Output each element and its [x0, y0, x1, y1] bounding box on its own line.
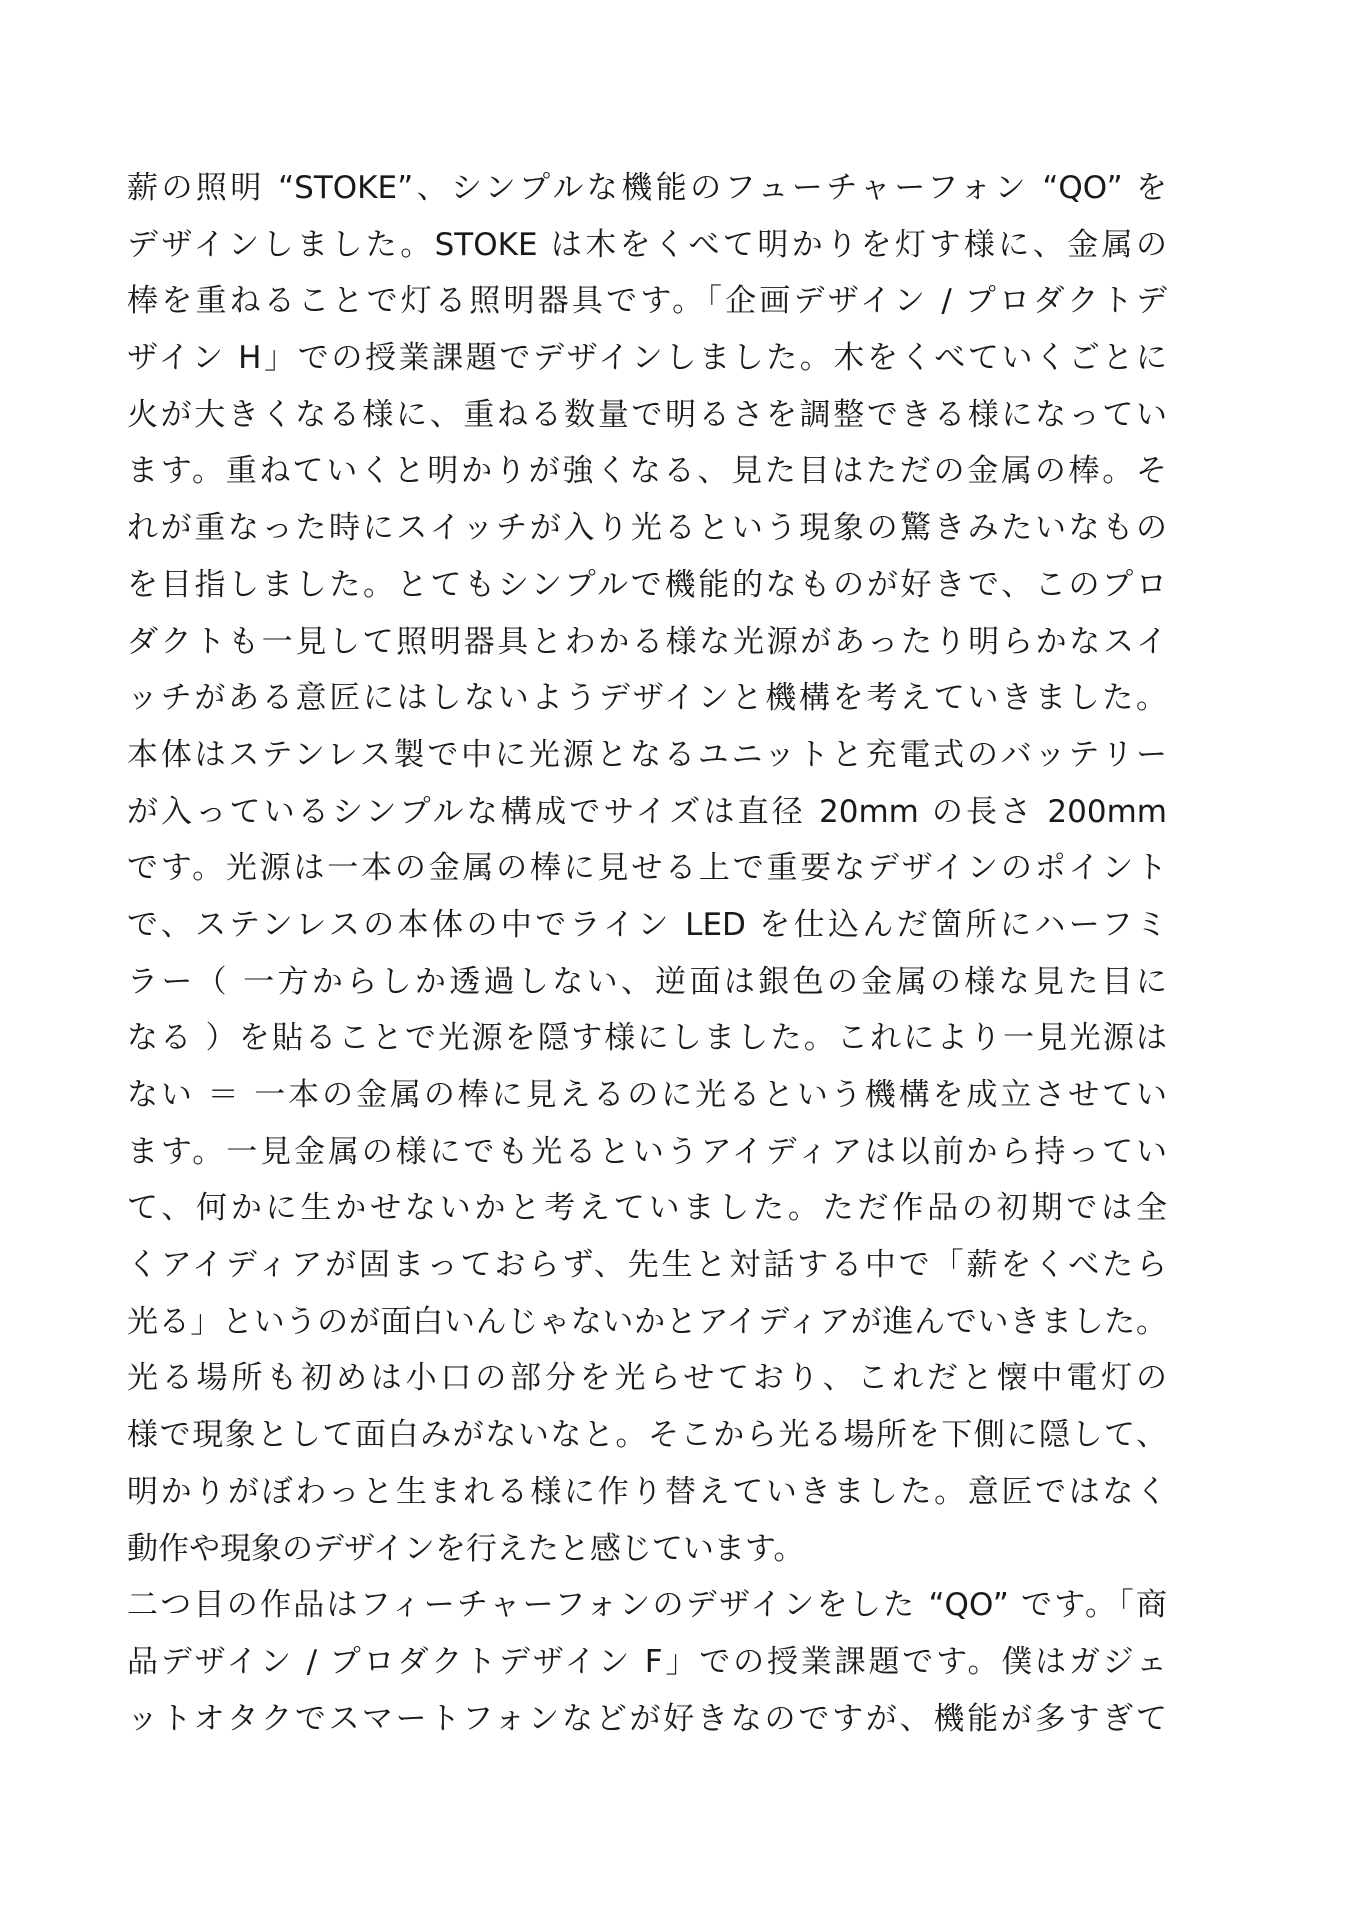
- text-line-12: が入っているシンプルな構成でサイズは直径 20mm の長さ 200mm: [127, 793, 1167, 830]
- text-line-5: 火が大きくなる様に、重ねる数量で明るさを調整できる様になってい: [127, 396, 1167, 433]
- text-line-11: 本体はステンレス製で中に光源となるユニットと充電式のバッテリー: [127, 736, 1167, 773]
- text-line-18: ます。一見金属の様にでも光るというアイディアは以前から持ってい: [127, 1133, 1167, 1170]
- text-line-19: て、何かに生かせないかと考えていました。ただ作品の初期では全: [127, 1190, 1167, 1227]
- text-line-4: ザイン H」での授業課題でデザインしました。木をくべていくごとに: [127, 340, 1167, 377]
- text-line-17: ない ＝ 一本の金属の棒に見えるのに光るという機構を成立させてい: [127, 1077, 1167, 1113]
- text-line-3: 棒を重ねることで灯る照明器具です。「企画デザイン / プロダクトデ: [127, 283, 1167, 320]
- text-line-24: 明かりがぼわっと生まれる様に作り替えていきました。意匠ではなく: [127, 1473, 1167, 1510]
- text-line-15: ラー（ 一方からしか透過しない、逆面は銀色の金属の様な見た目に: [127, 963, 1167, 1000]
- text-line-7: れが重なった時にスイッチが入り光るという現象の驚きみたいなもの: [127, 510, 1167, 547]
- text-line-10: ッチがある意匠にはしないようデザインと機構を考えていきました。: [127, 680, 1167, 717]
- text-line-2: デザインしました。STOKE は木をくべて明かりを灯す様に、金属の: [127, 226, 1167, 263]
- text-line-1: 薪の照明 “STOKE”、シンプルな機能のフューチャーフォン “QO” を: [127, 170, 1167, 206]
- text-line-25: 動作や現象のデザインを行えたと感じています。: [127, 1530, 805, 1567]
- text-line-20: くアイディアが固まっておらず、先生と対話する中で「薪をくべたら: [127, 1247, 1167, 1284]
- text-line-28: ットオタクでスマートフォンなどが好きなのですが、機能が多すぎて: [127, 1700, 1167, 1737]
- text-line-13: です。光源は一本の金属の棒に見せる上で重要なデザインのポイント: [127, 850, 1167, 887]
- text-line-21: 光る」というのが面白いんじゃないかとアイディアが進んでいきました。: [127, 1303, 1167, 1340]
- text-line-22: 光る場所も初めは小口の部分を光らせており、これだと懐中電灯の: [127, 1360, 1167, 1397]
- text-line-26: 二つ目の作品はフィーチャーフォンのデザインをした “QO” です。「商: [127, 1587, 1167, 1624]
- text-line-27: 品デザイン / プロダクトデザイン F」での授業課題です。僕はガジェ: [127, 1643, 1167, 1680]
- text-line-9: ダクトも一見して照明器具とわかる様な光源があったり明らかなスイ: [127, 623, 1167, 660]
- text-line-14: で、ステンレスの本体の中でライン LED を仕込んだ箇所にハーフミ: [127, 906, 1167, 943]
- text-line-6: ます。重ねていくと明かりが強くなる、見た目はただの金属の棒。そ: [127, 453, 1167, 490]
- text-line-23: 様で現象として面白みがないなと。そこから光る場所を下側に隠して、: [127, 1417, 1167, 1454]
- text-line-16: なる ）を貼ることで光源を隠す様にしました。これにより一見光源は: [127, 1020, 1167, 1057]
- body-text: [127, 160, 1167, 1747]
- text-line-8: を目指しました。とてもシンプルで機能的なものが好きで、このプロ: [127, 566, 1167, 603]
